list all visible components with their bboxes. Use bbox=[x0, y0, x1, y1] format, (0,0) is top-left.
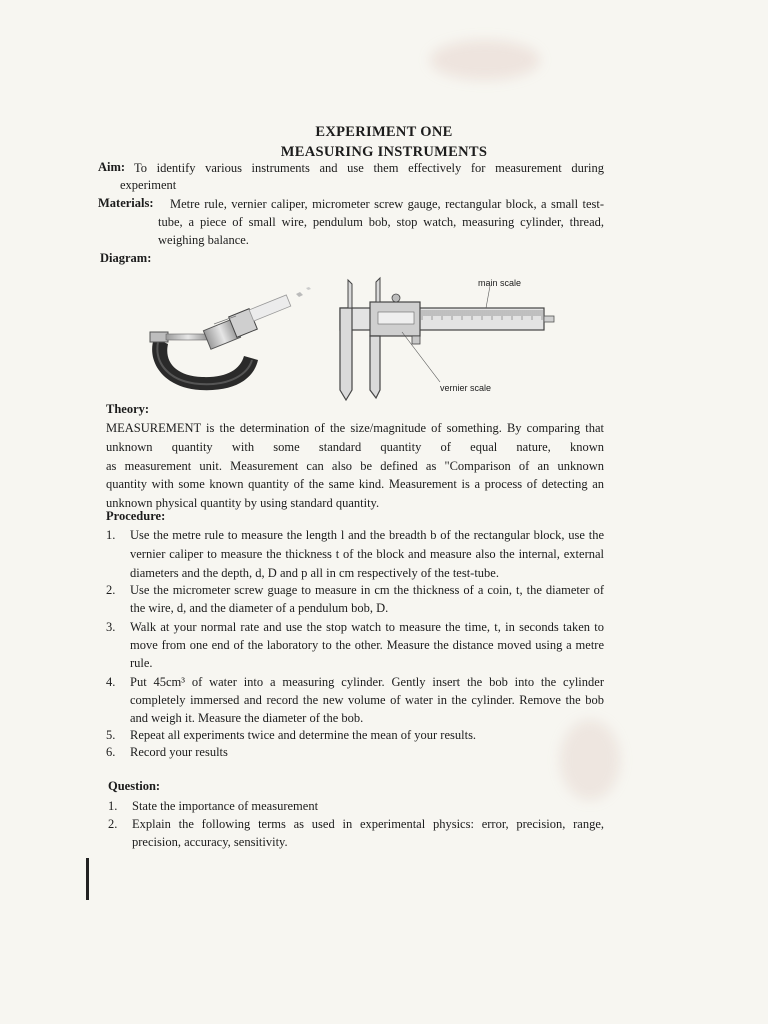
procedure-item-number: 2. bbox=[106, 583, 116, 597]
materials-line-1: Metre rule, vernier caliper, micrometer screw gauge, rectangular block, a small test- bbox=[170, 197, 604, 211]
procedure-item-number: 4. bbox=[106, 675, 116, 689]
procedure-item-number: 3. bbox=[106, 620, 116, 634]
procedure-item-1-line-1: Use the metre rule to measure the length l and the breadth b of the rectangular block, use the bbox=[130, 528, 604, 542]
procedure-item-4-line-3: and weigh it. Measure the diameter of the bob. bbox=[130, 711, 364, 725]
theory-line-3: as measurement unit. Measurement can also be defined as "Comparison of an unknown bbox=[106, 459, 604, 473]
materials-label: Materials: bbox=[98, 196, 154, 210]
aim-text-line-2: experiment bbox=[120, 178, 177, 192]
page-subtitle: MEASURING INSTRUMENTS bbox=[280, 144, 488, 160]
procedure-label: Procedure: bbox=[106, 509, 166, 523]
theory-line-4: quantity with some known quantity of the same kind. Measurement is a process of detecting an bbox=[106, 477, 604, 491]
procedure-item-2-line-1: Use the micrometer screw guage to measure in cm the thickness of a coin, t, the diameter of bbox=[130, 583, 604, 597]
vernier-scale-label: vernier scale bbox=[440, 383, 492, 393]
question-1-text: State the importance of measurement bbox=[132, 799, 319, 813]
procedure-item-6-line-1: Record your results bbox=[130, 745, 228, 759]
procedure-item-3-line-3: rule. bbox=[130, 656, 153, 670]
theory-label: Theory: bbox=[106, 402, 150, 416]
scan-smudge bbox=[560, 720, 620, 800]
procedure-item-4-line-2: completely immersed and record the new volume of water in the cylinder. Remove the bob bbox=[130, 693, 604, 707]
theory-line-5: unknown physical quantity by using standard quantity. bbox=[106, 496, 380, 510]
aim-label: Aim: bbox=[98, 160, 126, 174]
procedure-item-2-line-2: the wire, d, and the diameter of a pendulum bob, D. bbox=[130, 601, 389, 615]
procedure-item-number: 6. bbox=[106, 745, 116, 759]
procedure-item-number: 5. bbox=[106, 728, 116, 742]
main-scale-label: main scale bbox=[478, 278, 522, 288]
procedure-item-1-line-3: diameters and the depth, d, D and p all in cm respectively of the test-tube. bbox=[130, 566, 499, 580]
question-2-line-1: Explain the following terms as used in experimental physics: error, precision, range, bbox=[132, 817, 604, 831]
margin-mark bbox=[86, 858, 89, 900]
procedure-item-3-line-1: Walk at your normal rate and use the stop watch to measure the time, t, in seconds taken to bbox=[130, 620, 604, 634]
vernier-caliper-illustration bbox=[290, 272, 560, 407]
procedure-item-4-line-1: Put 45cm³ of water into a measuring cylinder. Gently insert the bob into the cylinder bbox=[130, 675, 604, 689]
page-title: EXPERIMENT ONE bbox=[315, 124, 453, 140]
procedure-item-1-line-2: vernier caliper to measure the thickness t of the block and measure also the internal, external bbox=[130, 547, 604, 561]
materials-line-3: weighing balance. bbox=[158, 233, 249, 247]
scan-smudge bbox=[430, 40, 540, 80]
question-item-number: 2. bbox=[108, 817, 118, 831]
theory-line-2: unknown quantity with some standard quantity of equal nature, known bbox=[106, 440, 604, 454]
materials-line-2: tube, a piece of small wire, pendulum bob, stop watch, measuring cylinder, thread, bbox=[158, 215, 604, 229]
diagram-label: Diagram: bbox=[100, 251, 152, 265]
procedure-item-3-line-2: move from one end of the laboratory to the other. Measure the distance moved using a metre bbox=[130, 638, 604, 652]
procedure-item-number: 1. bbox=[106, 528, 116, 542]
aim-text-line-1: To identify various instruments and use them effectively for measurement during bbox=[134, 161, 604, 175]
theory-line-1: MEASUREMENT is the determination of the size/magnitude of something. By comparing that bbox=[106, 421, 604, 435]
micrometer-screw-gauge-illustration bbox=[136, 282, 296, 402]
question-label: Question: bbox=[108, 779, 161, 793]
question-item-number: 1. bbox=[108, 799, 118, 813]
procedure-item-5-line-1: Repeat all experiments twice and determine the mean of your results. bbox=[130, 728, 477, 742]
question-2-line-2: precision, accuracy, sensitivity. bbox=[132, 835, 288, 849]
